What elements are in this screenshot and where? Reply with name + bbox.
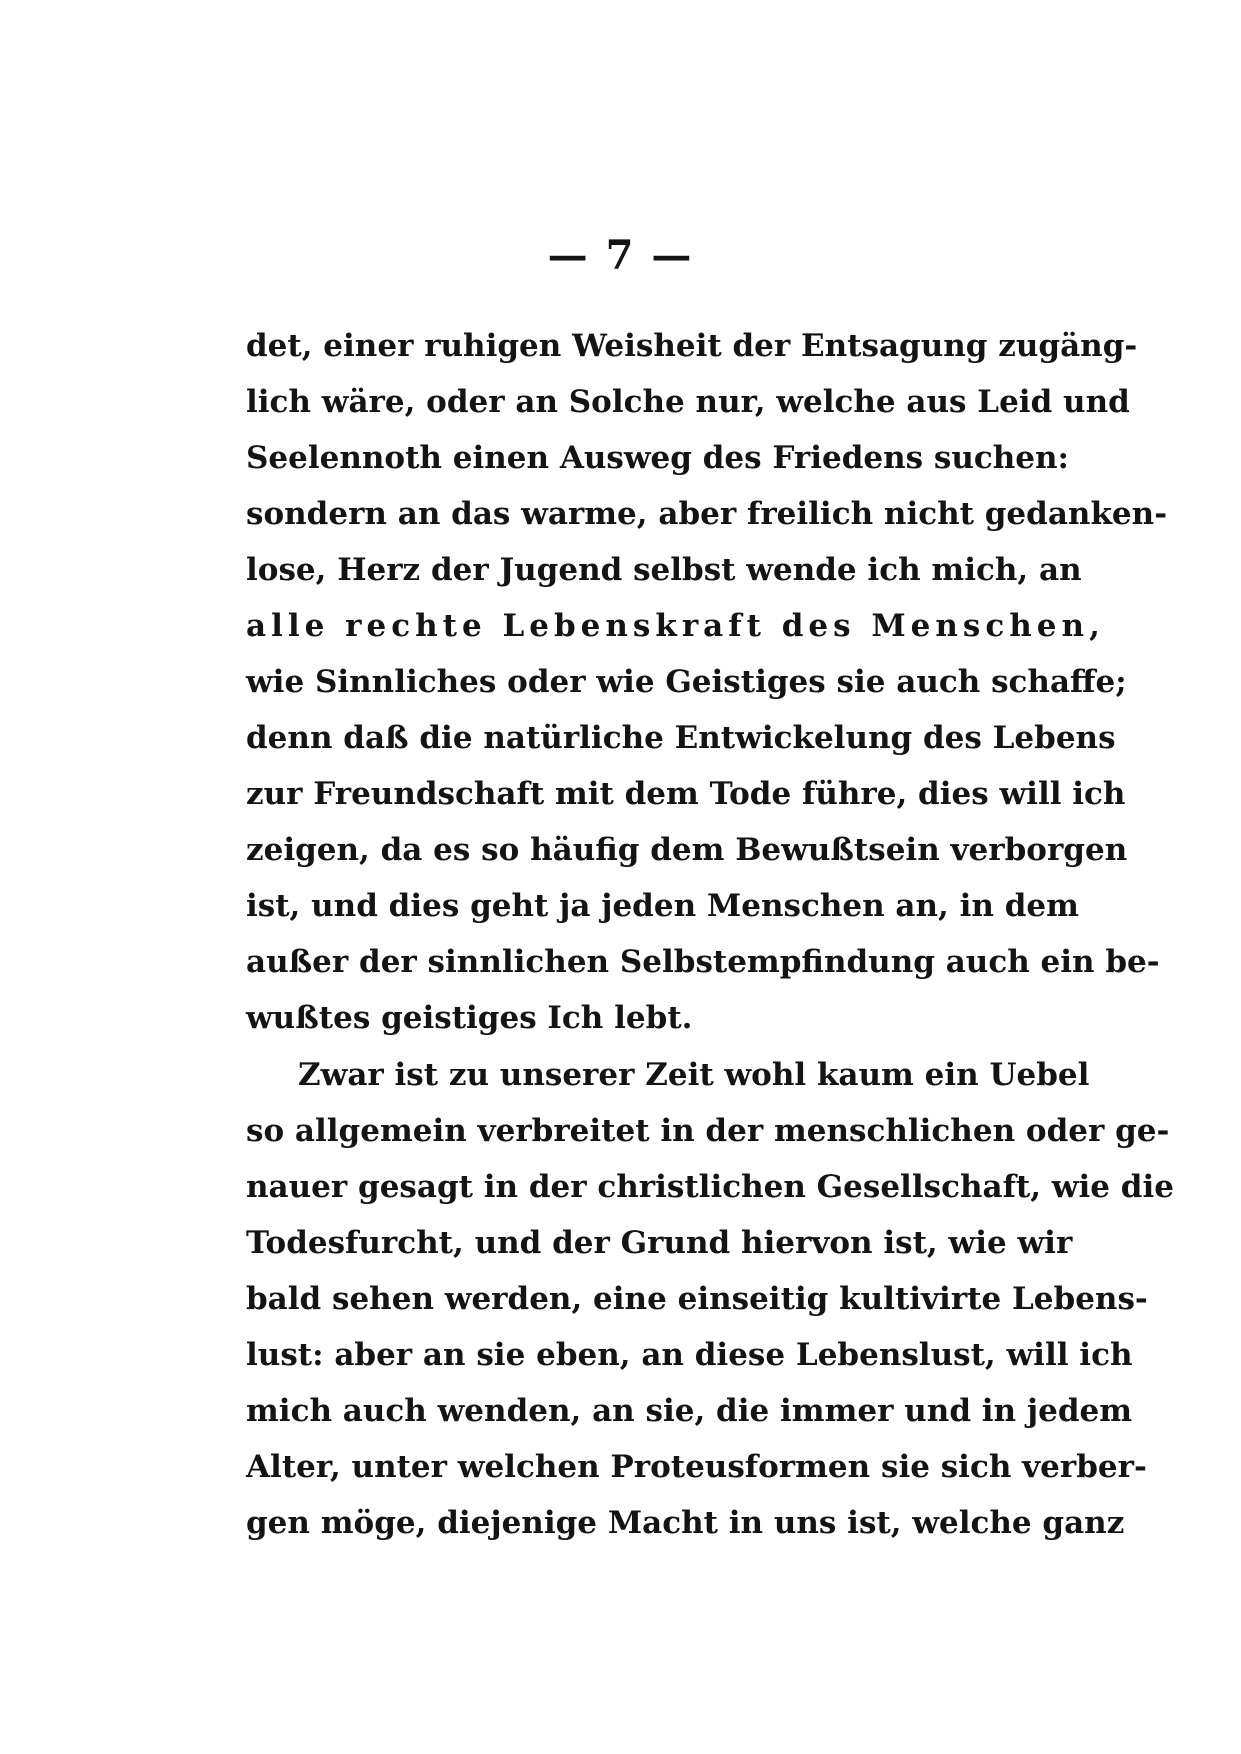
paragraph-2 [246,1047,1174,1551]
body-text [246,318,1174,1551]
text-line: außer der sinnlichen Selbstempfindung auch ein be- [246,944,1160,980]
text-line: lich wäre, oder an Solche nur, welche aus Leid und [246,384,1130,420]
text-line: ist, und dies geht ja jeden Menschen an, in dem [246,888,1079,924]
text-line: Alter, unter welchen Proteusformen sie sich verber- [246,1449,1147,1485]
text-line: det, einer ruhigen Weisheit der Entsagung zugäng- [246,328,1138,364]
text-line: zur Freundschaft mit dem Tode führe, dies will ich [246,776,1126,812]
text-line: wußtes geistiges Ich lebt. [246,1000,693,1036]
text-line: gen möge, diejenige Macht in uns ist, welche ganz [246,1505,1125,1541]
text-line: zeigen, da es so häufig dem Bewußtsein verborgen [246,832,1128,868]
text-line: so allgemein verbreitet in der menschlichen oder ge- [246,1113,1170,1149]
paragraph-1 [246,318,1168,1046]
text-line: sondern an das warme, aber freilich nicht gedanken- [246,496,1168,532]
text-line: mich auch wenden, an sie, die immer und in jedem [246,1393,1133,1429]
text-line: Todesfurcht, und der Grund hiervon ist, wie wir [246,1225,1073,1261]
text-line: lust: aber an sie eben, an diese Lebenslust, will ich [246,1337,1133,1373]
text-line: alle rechte Lebenskraft des Menschen, [246,608,1105,644]
text-line: nauer gesagt in der christlichen Gesellschaft, wie die [246,1169,1174,1205]
text-line: lose, Herz der Jugend selbst wende ich mich, an [246,552,1082,588]
text-line: denn daß die natürliche Entwickelung des Lebens [246,720,1116,756]
text-line: bald sehen werden, eine einseitig kultivirte Lebens- [246,1281,1148,1317]
text-line: Zwar ist zu unserer Zeit wohl kaum ein Uebel [298,1057,1090,1093]
text-line: Seelennoth einen Ausweg des Friedens suchen: [246,440,1069,476]
text-line: wie Sinnliches oder wie Geistiges sie auch schaffe; [246,664,1127,700]
page-number-header: — 7 — [547,232,694,279]
